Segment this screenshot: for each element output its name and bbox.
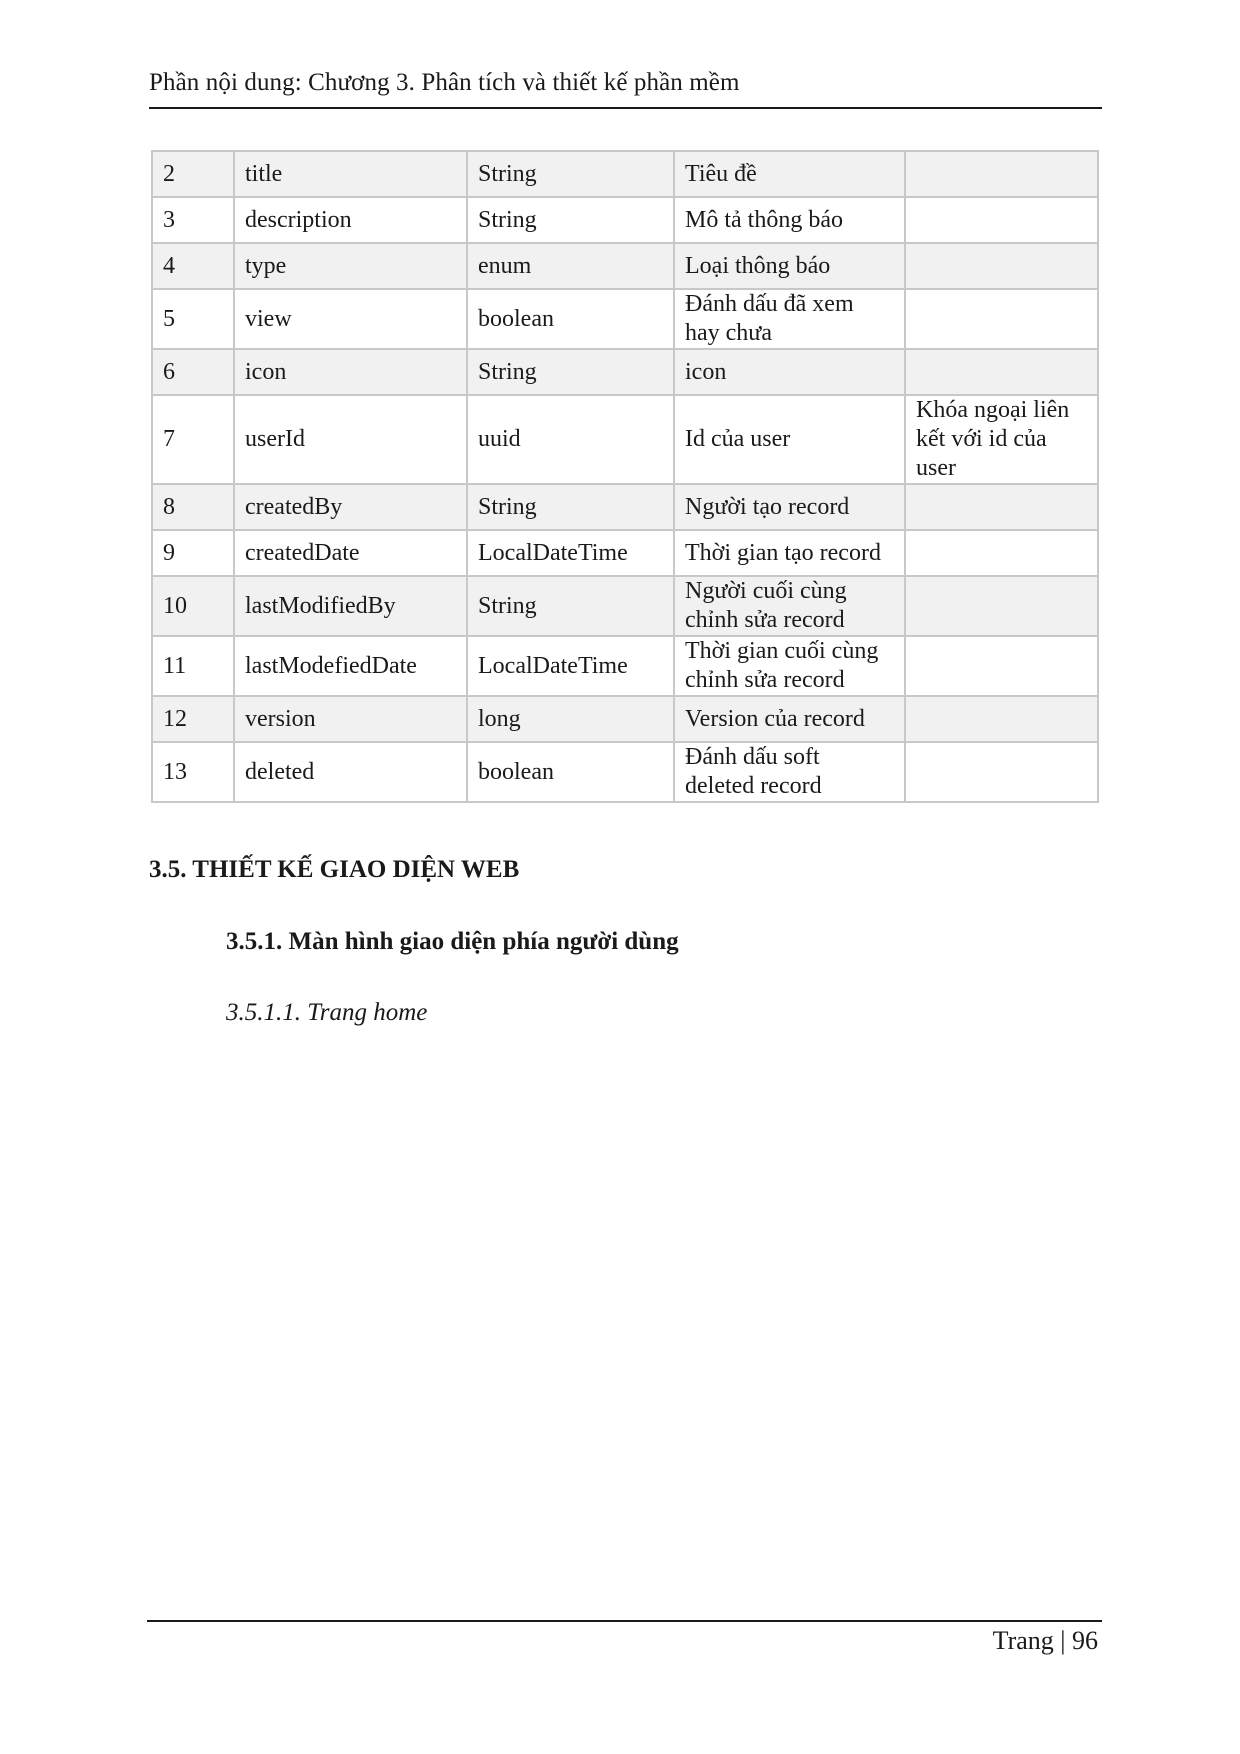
field-table (151, 150, 1099, 803)
cell-data-type: boolean (467, 289, 674, 349)
header-rule (149, 107, 1102, 109)
cell-no: 12 (152, 696, 234, 742)
cell-field-name: description (234, 197, 467, 243)
cell-data-type: boolean (467, 742, 674, 802)
cell-field-name: lastModifiedBy (234, 576, 467, 636)
table-row (152, 636, 1098, 696)
cell-data-type: LocalDateTime (467, 530, 674, 576)
table-row (152, 151, 1098, 197)
section-heading: 3.5. THIẾT KẾ GIAO DIỆN WEB (149, 856, 520, 883)
cell-description: icon (674, 349, 905, 395)
cell-note (905, 243, 1098, 289)
cell-description: Loại thông báo (674, 243, 905, 289)
table-row (152, 349, 1098, 395)
cell-field-name: createdDate (234, 530, 467, 576)
subsection-heading: 3.5.1. Màn hình giao diện phía người dùng (226, 928, 679, 955)
cell-field-name: createdBy (234, 484, 467, 530)
cell-description: Tiêu đề (674, 151, 905, 197)
table-row (152, 742, 1098, 802)
subsubsection-heading: 3.5.1.1. Trang home (226, 999, 428, 1026)
cell-description: Đánh dấu đã xem hay chưa (674, 289, 905, 349)
cell-no: 13 (152, 742, 234, 802)
cell-note (905, 197, 1098, 243)
page-header-title: Phần nội dung: Chương 3. Phân tích và thiết kế phần mềm (149, 69, 740, 96)
cell-no: 3 (152, 197, 234, 243)
cell-field-name: version (234, 696, 467, 742)
table-row (152, 484, 1098, 530)
table-row (152, 197, 1098, 243)
cell-no: 9 (152, 530, 234, 576)
table-row (152, 576, 1098, 636)
table-row (152, 530, 1098, 576)
cell-no: 6 (152, 349, 234, 395)
cell-note: Khóa ngoại liên kết với id của user (905, 395, 1098, 484)
cell-data-type: String (467, 484, 674, 530)
cell-note (905, 576, 1098, 636)
cell-note (905, 151, 1098, 197)
cell-no: 2 (152, 151, 234, 197)
cell-description: Mô tả thông báo (674, 197, 905, 243)
cell-field-name: title (234, 151, 467, 197)
table-row (152, 395, 1098, 484)
footer-rule (147, 1620, 1102, 1622)
cell-field-name: deleted (234, 742, 467, 802)
cell-data-type: String (467, 576, 674, 636)
table-row (152, 243, 1098, 289)
cell-description: Version của record (674, 696, 905, 742)
cell-description: Thời gian cuối cùng chỉnh sửa record (674, 636, 905, 696)
cell-field-name: icon (234, 349, 467, 395)
cell-description: Id của user (674, 395, 905, 484)
cell-no: 5 (152, 289, 234, 349)
cell-data-type: String (467, 151, 674, 197)
cell-data-type: long (467, 696, 674, 742)
cell-note (905, 484, 1098, 530)
cell-no: 7 (152, 395, 234, 484)
cell-note (905, 636, 1098, 696)
cell-data-type: uuid (467, 395, 674, 484)
cell-data-type: String (467, 349, 674, 395)
cell-description: Người tạo record (674, 484, 905, 530)
cell-data-type: LocalDateTime (467, 636, 674, 696)
cell-field-name: lastModefiedDate (234, 636, 467, 696)
cell-data-type: enum (467, 243, 674, 289)
cell-note (905, 530, 1098, 576)
cell-field-name: view (234, 289, 467, 349)
cell-description: Đánh dấu soft deleted record (674, 742, 905, 802)
cell-no: 10 (152, 576, 234, 636)
cell-note (905, 349, 1098, 395)
cell-data-type: String (467, 197, 674, 243)
cell-field-name: type (234, 243, 467, 289)
page-number: Trang | 96 (992, 1626, 1098, 1655)
table-row (152, 289, 1098, 349)
cell-no: 8 (152, 484, 234, 530)
cell-no: 4 (152, 243, 234, 289)
cell-description: Thời gian tạo record (674, 530, 905, 576)
table-row (152, 696, 1098, 742)
cell-note (905, 289, 1098, 349)
cell-note (905, 742, 1098, 802)
cell-note (905, 696, 1098, 742)
cell-no: 11 (152, 636, 234, 696)
cell-field-name: userId (234, 395, 467, 484)
cell-description: Người cuối cùng chỉnh sửa record (674, 576, 905, 636)
